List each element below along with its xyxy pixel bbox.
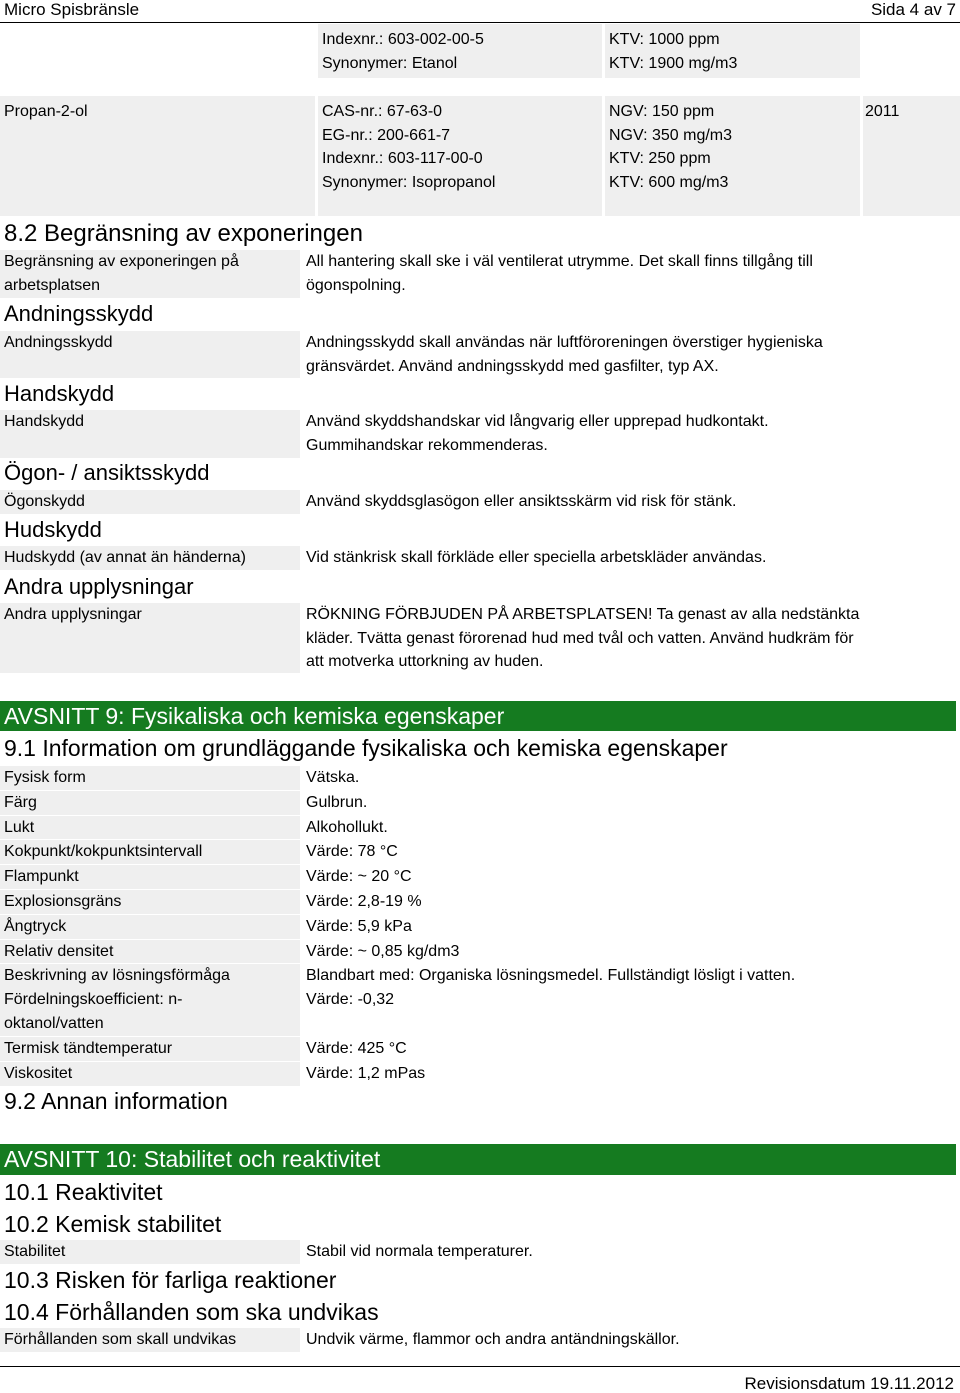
property-label: Fysisk form [4,769,86,786]
section-10-1-heading: 10.1 Reaktivitet [4,1179,163,1205]
hand-text-line2: Gummihandskar rekommenderas. [306,436,548,454]
exposure-label-line1: Begränsning av exponeringen på [4,253,239,270]
propanol-cas: CAS-nr.: 67-63-0 [322,103,443,120]
respiratory-label: Andningsskydd [4,334,113,351]
other-info-text-line1: RÖKNING FÖRBJUDEN PÅ ARBETSPLATSEN! Ta genast av alla nedstänkta [306,606,860,623]
property-label: Ångtryck [4,917,67,935]
property-value: Värde: 1,2 mPas [306,1064,426,1082]
etanol-synonym: Synonymer: Etanol [322,55,458,72]
property-label-cell [0,840,300,864]
property-label-cell [0,865,300,889]
partition-label-line1: Fördelningskoefficient: n- [4,991,183,1008]
property-row [0,791,960,816]
property-label-cell [0,940,300,964]
skin-text: Vid stänkrisk skall förkläde eller speciella arbetskläder användas. [306,549,767,566]
skin-label: Hudskydd (av annat än händerna) [4,549,246,566]
hand-heading: Handskydd [4,381,115,406]
property-label-cell [0,816,300,840]
hand-text-line1: Använd skyddshandskar vid långvarig eller upprepad hudkontakt. [306,413,769,430]
property-value: Blandbart med: Organiska lösningsmedel. Fullständigt lösligt i vatten. [306,967,796,985]
etanol-limits-cell [605,24,860,78]
respiratory-heading: Andningsskydd [4,301,154,326]
avoid-value: Undvik värme, flammor och andra antändningskällor. [306,1331,680,1348]
property-value: Värde: ~ 20 °C [306,868,412,886]
eye-label-cell [0,490,300,514]
property-row [0,1037,960,1062]
property-value: Vätska. [306,769,360,786]
property-row [0,816,960,841]
property-row [0,964,960,989]
header-rule [0,22,960,23]
property-row [0,940,960,965]
property-label: Termisk tändtemperatur [4,1040,173,1057]
property-label: Lukt [4,818,35,836]
skin-heading: Hudskydd [4,517,102,542]
property-row [0,915,960,940]
etanol-ktv-ppm: KTV: 1000 ppm [609,31,720,48]
property-value: Värde: 425 °C [306,1040,407,1057]
stability-value: Stabil vid normala temperaturer. [306,1243,533,1260]
other-info-label: Andra upplysningar [4,606,142,623]
property-label-cell [0,964,300,988]
property-label: Flampunkt [4,868,79,886]
propanol-synonym: Synonymer: Isopropanol [322,173,496,191]
propanol-index: Indexnr.: 603-117-00-0 [322,150,483,167]
propanol-eg: EG-nr.: 200-661-7 [322,126,451,144]
section-10-3-heading: 10.3 Risken för farliga reaktioner [4,1267,337,1293]
propanol-ktv-ppm: KTV: 250 ppm [609,150,711,167]
other-info-label-cell [0,603,300,673]
property-label: Beskrivning av lösningsförmåga [4,967,230,985]
section-9-1-heading: 9.1 Information om grundläggande fysikaliska och kemiska egenskaper [4,735,728,761]
section-10-4-heading: 10.4 Förhållanden som ska undvikas [4,1299,379,1325]
property-value: Alkohollukt. [306,818,388,836]
section-10-2-heading: 10.2 Kemisk stabilitet [4,1211,222,1237]
other-info-text-line3: att motverka uttorkning av huden. [306,653,544,670]
avoid-label: Förhållanden som skall undvikas [4,1331,237,1348]
exposure-text-line1: All hantering skall ske i väl ventilerat utrymme. Det skall finns tillgång till [306,253,813,270]
respiratory-text-line2: gränsvärdet. Använd andningsskydd med gasfilter, typ AX. [306,357,719,375]
other-info-heading: Andra upplysningar [4,574,194,599]
eye-text: Använd skyddsglasögon eller ansiktsskärm vid risk för stänk. [306,493,737,510]
partition-label-line2: oktanol/vatten [4,1015,104,1032]
hand-label-cell [0,410,300,458]
property-value: Värde: 5,9 kPa [306,917,412,935]
property-label: Kokpunkt/kokpunktsintervall [4,843,203,861]
exposure-label-line2: arbetsplatsen [4,276,101,294]
property-value: Värde: 78 °C [306,843,398,861]
skin-label-cell [0,546,300,570]
section-10-title: AVSNITT 10: Stabilitet och reaktivitet [0,1144,956,1175]
section-8-2-heading: 8.2 Begränsning av exponeringen [4,220,363,247]
property-label-cell [0,791,300,815]
property-row [0,840,960,865]
propanol-year: 2011 [865,103,900,120]
property-label-cell [0,766,300,790]
property-label: Relativ densitet [4,942,114,960]
stability-label: Stabilitet [4,1243,66,1260]
etanol-ktv-mg: KTV: 1900 mg/m3 [609,55,738,72]
etanol-ids-cell [318,24,602,78]
propanol-limits-cell [605,96,860,216]
eye-heading: Ögon- / ansiktsskydd [4,460,210,485]
respiratory-label-cell [0,331,300,378]
propanol-year-cell [863,96,960,216]
property-label: Explosionsgräns [4,893,122,910]
propanol-ids-cell [318,96,602,216]
exposure-label-cell [0,250,300,298]
avoid-label-cell [0,1328,300,1352]
eye-label: Ögonskydd [4,493,85,510]
footer-rule [0,1366,960,1367]
propanol-name: Propan-2-ol [4,103,88,120]
propanol-name-cell [0,96,315,216]
partition-value: Värde: -0,32 [306,991,395,1008]
property-label: Färg [4,793,37,811]
property-row [0,865,960,890]
other-info-text-line2: kläder. Tvätta genast förorenad hud med tvål och vatten. Använd hudkräm för [306,629,854,647]
property-label: Viskositet [4,1064,73,1082]
section-9-2-heading: 9.2 Annan information [4,1088,228,1114]
partition-label-cell [0,988,300,1036]
propanol-ktv-mg: KTV: 600 mg/m3 [609,173,729,191]
property-label-cell [0,890,300,914]
property-row [0,1062,960,1087]
propanol-ngv-ppm: NGV: 150 ppm [609,103,715,120]
property-label-cell [0,1037,300,1061]
product-name: Micro Spisbränsle [4,0,140,19]
property-row [0,766,960,791]
page-number: Sida 4 av 7 [870,0,956,19]
etanol-index: Indexnr.: 603-002-00-5 [322,31,484,48]
property-value: Värde: ~ 0,85 kg/dm3 [306,942,460,960]
property-value: Gulbrun. [306,793,368,811]
property-label-cell [0,1062,300,1086]
section-9-title: AVSNITT 9: Fysikaliska och kemiska egenskaper [0,701,956,731]
property-label-cell [0,915,300,939]
revision-date: Revisionsdatum 19.11.2012 [744,1374,954,1393]
property-row [0,890,960,915]
hand-label: Handskydd [4,413,85,430]
propanol-ngv-mg: NGV: 350 mg/m3 [609,126,733,144]
property-value: Värde: 2,8-19 % [306,893,422,910]
respiratory-text-line1: Andningsskydd skall användas när luftföroreningen överstiger hygieniska [306,334,823,351]
exposure-text-line2: ögonspolning. [306,276,406,294]
stability-label-cell [0,1240,300,1264]
